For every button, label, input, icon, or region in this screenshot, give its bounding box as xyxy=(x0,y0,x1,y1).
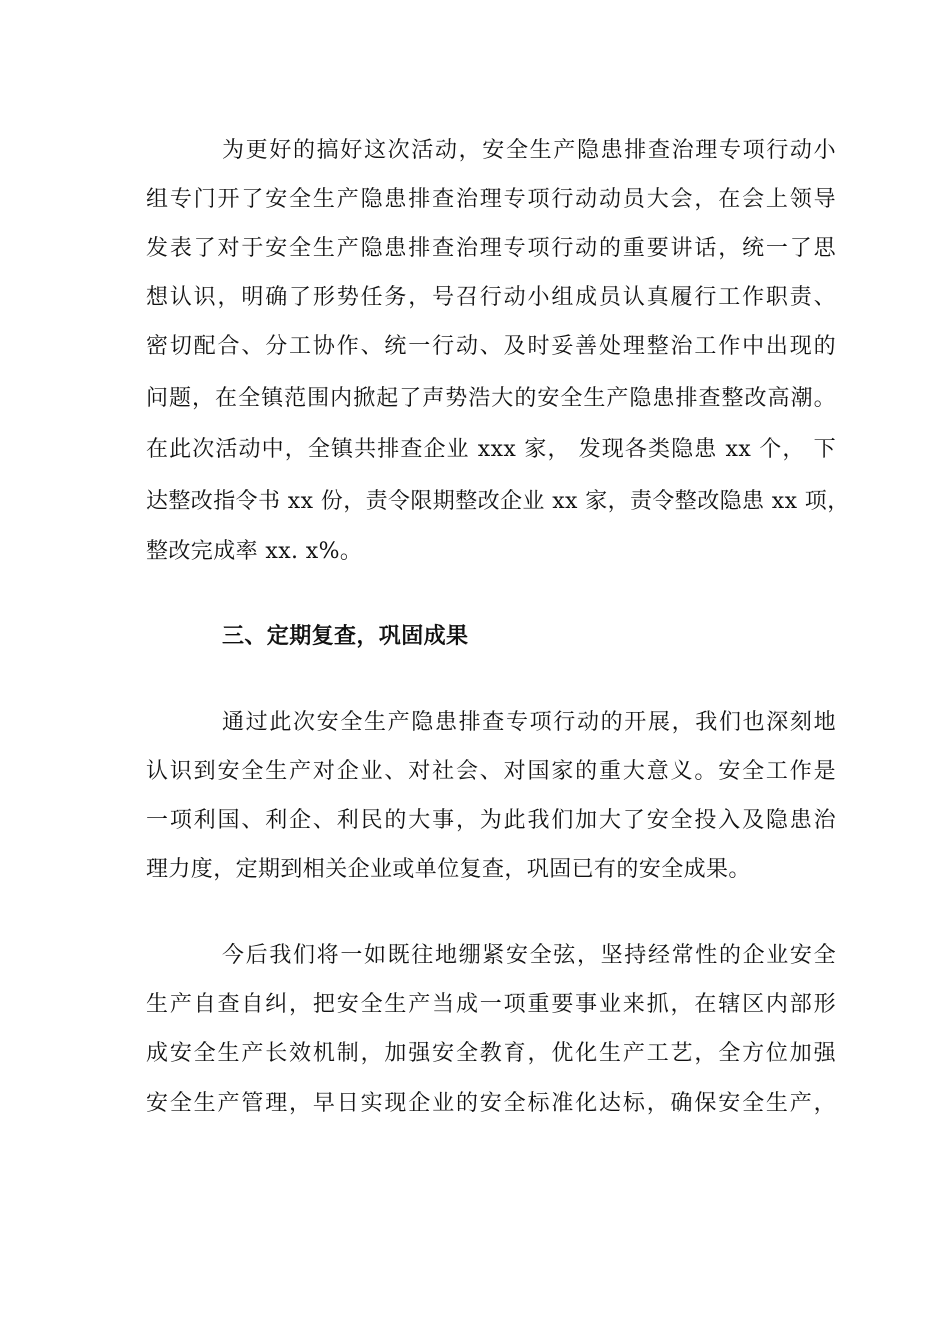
text-line: 在此次活动中，全镇共排查企业 xxx 家， 发现各类隐患 xx 个， 下 xyxy=(146,437,836,462)
text-line: 成安全生产长效机制，加强安全教育，优化生产工艺，全方位加强 xyxy=(146,1041,836,1066)
text-line: 理力度，定期到相关企业或单位复查，巩固已有的安全成果。 xyxy=(146,857,751,882)
text-line: 组专门开了安全生产隐患排查治理专项行动动员大会，在会上领导 xyxy=(146,187,836,212)
text-line: 今后我们将一如既往地绷紧安全弦，坚持经常性的企业安全 xyxy=(222,943,836,968)
text-line: 密切配合、分工协作、统一行动、及时妥善处理整治工作中出现的 xyxy=(146,334,836,359)
section-heading: 三、定期复查，巩固成果 xyxy=(222,624,469,649)
text-line: 为更好的搞好这次活动，安全生产隐患排查治理专项行动小 xyxy=(222,138,836,163)
text-line: 整改完成率 xx. x%。 xyxy=(146,539,363,564)
text-line: 生产自查自纠，把安全生产当成一项重要事业来抓，在辖区内部形 xyxy=(146,992,836,1017)
text-line: 问题，在全镇范围内掀起了声势浩大的安全生产隐患排查整改高潮。 xyxy=(146,386,836,411)
text-line: 认识到安全生产对企业、对社会、对国家的重大意义。安全工作是 xyxy=(146,759,836,784)
text-line: 发表了对于安全生产隐患排查治理专项行动的重要讲话，统一了思 xyxy=(146,236,836,261)
text-line: 达整改指令书 xx 份，责令限期整改企业 xx 家，责令整改隐患 xx 项， xyxy=(146,489,850,514)
text-line: 通过此次安全生产隐患排查专项行动的开展，我们也深刻地 xyxy=(222,710,836,735)
text-line: 安全生产管理，早日实现企业的安全标准化达标，确保安全生产， xyxy=(146,1091,836,1116)
text-line: 想认识，明确了形势任务，号召行动小组成员认真履行工作职责、 xyxy=(146,285,836,310)
text-line: 一项利国、利企、利民的大事，为此我们加大了安全投入及隐患治 xyxy=(146,808,836,833)
